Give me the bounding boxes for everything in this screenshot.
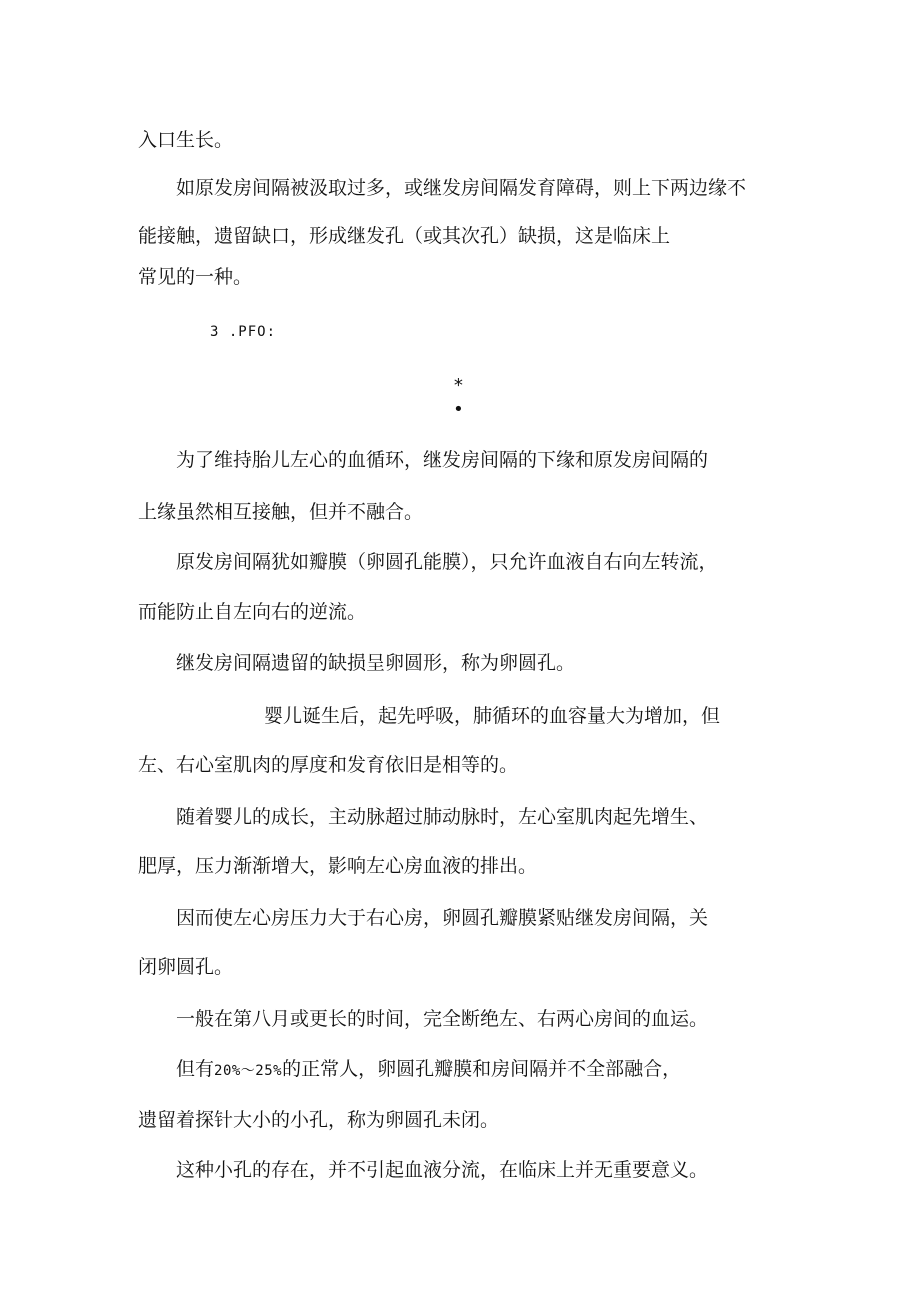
paragraph-line: 这种小孔的存在，并不引起血液分流，在临床上并无重要意义。 (176, 1159, 709, 1181)
paragraph-line: 随着婴儿的成长，主动脉超过肺动脉时，左心室肌肉起先增生、 (176, 806, 709, 828)
decorative-asterisk: * (453, 375, 464, 396)
paragraph-line: 因而使左心房压力大于右心房，卵圆孔瓣膜紧贴继发房间隔，关 (176, 907, 709, 929)
paragraph-suffix: 的正常人，卵圆孔瓣膜和房间隔并不全部融合， (282, 1058, 682, 1080)
paragraph-line: 常见的一种。 (138, 266, 253, 288)
section-heading: 3 .PFO: (210, 324, 277, 340)
paragraph-line-with-percent (176, 1057, 681, 1083)
paragraph-line: 如原发房间隔被汲取过多，或继发房间隔发育障碍，则上下两边缘不 (176, 177, 747, 199)
decorative-bullet: • (453, 399, 464, 420)
paragraph-line: 入口生长。 (138, 129, 234, 151)
paragraph-line: 婴儿诞生后，起先呼吸，肺循环的血容量大为增加，但 (264, 705, 721, 727)
paragraph-line: 而能防止自左向右的逆流。 (138, 601, 367, 623)
paragraph-line: 能接触，遗留缺口，形成继发孔（或其次孔）缺损，这是临床上 (138, 225, 671, 247)
paragraph-line: 一般在第八月或更长的时间，完全断绝左、右两心房间的血运。 (176, 1008, 709, 1030)
paragraph-line: 闭卵圆孔。 (138, 956, 234, 978)
paragraph-line: 肥厚，压力渐渐增大，影响左心房血液的排出。 (138, 855, 538, 877)
paragraph-line: 遗留着探针大小的小孔，称为卵圆孔未闭。 (138, 1109, 500, 1131)
paragraph-prefix: 但有 (176, 1058, 215, 1080)
paragraph-line: 左、右心室肌肉的厚度和发育依旧是相等的。 (138, 754, 519, 776)
paragraph-line: 为了维持胎儿左心的血循环，继发房间隔的下缘和原发房间隔的 (176, 449, 709, 471)
paragraph-line: 上缘虽然相互接触，但并不融合。 (138, 501, 424, 523)
percent-range: 20%～25% (214, 1063, 283, 1079)
paragraph-line: 继发房间隔遗留的缺损呈卵圆形，称为卵圆孔。 (176, 652, 576, 674)
paragraph-line: 原发房间隔犹如瓣膜（卵圆孔能膜），只允许血液自右向左转流， (176, 551, 718, 573)
